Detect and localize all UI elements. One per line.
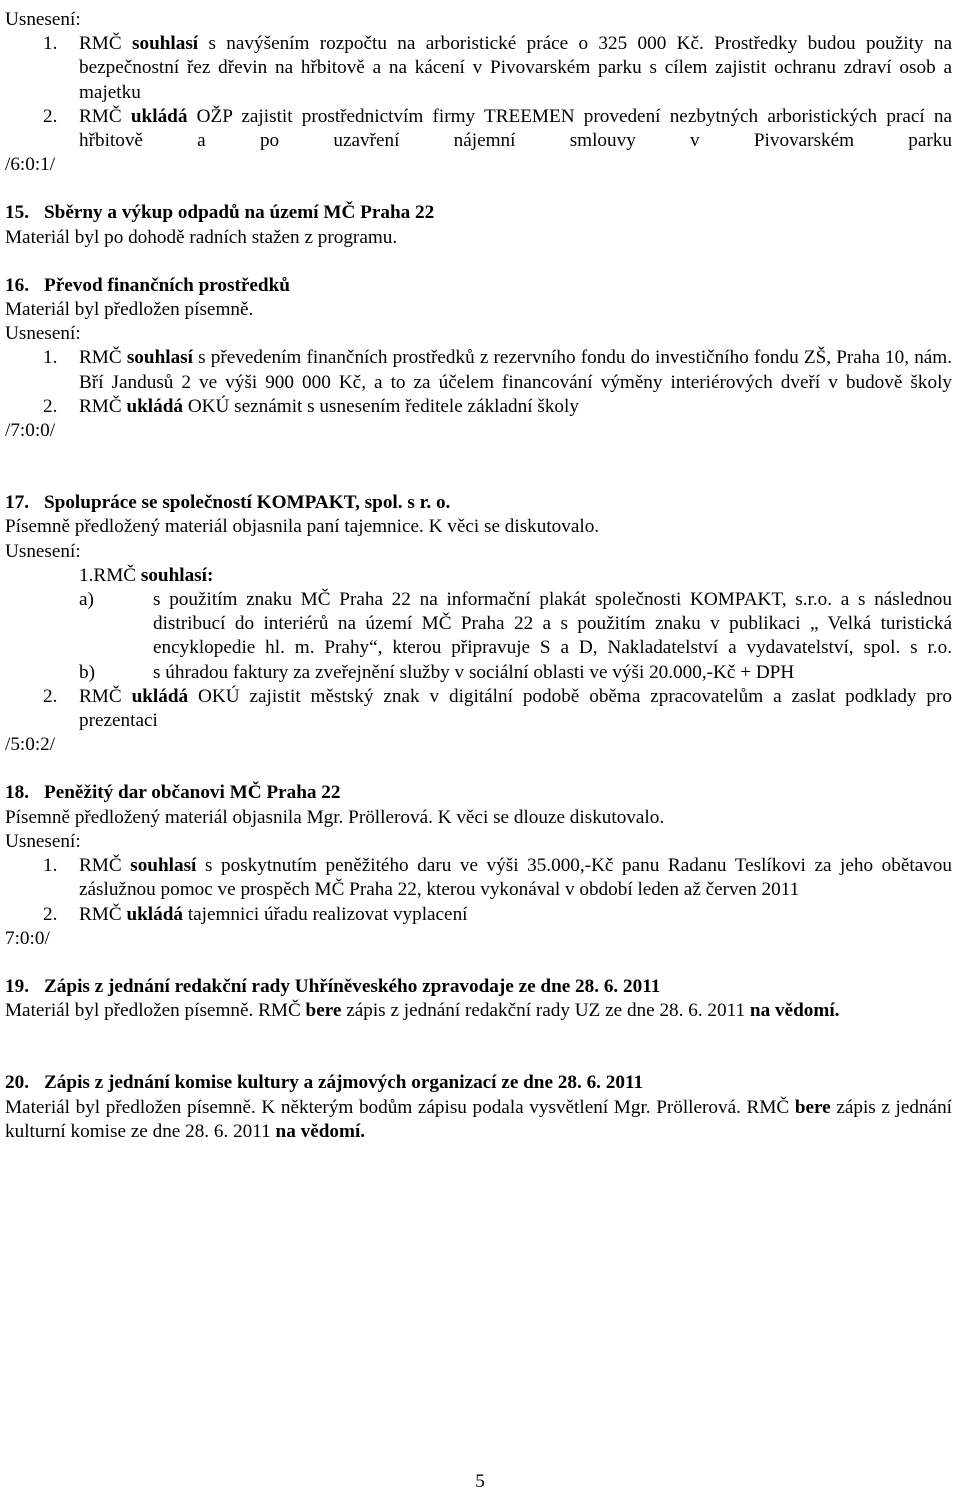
item-verb: ukládá — [126, 903, 184, 925]
vote-result: /5:0:2/ — [5, 734, 56, 756]
item-text: s poskytnutím peněžitého daru ve výši 35.000,-Kč panu Radanu Teslíkovi za jeho obětavou záslužnou pomoc ve prospěch MČ Praha 22, kterou vykonával v období leden až červen 2011 — [79, 855, 952, 901]
text-verb: na vědomí. — [275, 1120, 366, 1142]
section-text: Materiál byl předložen písemně. — [5, 299, 254, 321]
section-heading-16 — [5, 274, 952, 298]
item-subject: RMČ — [79, 347, 122, 369]
item-text: s navýšením rozpočtu na arboristické práce o 325 000 Kč. Prostředky budou použity na bezpečnostní řez dřevin na hřbitově a na kácení v Pivovarském parku s cílem zajistit ochranu zdraví osob a majetku — [79, 33, 952, 103]
item-number: 1. — [43, 347, 58, 369]
text-part: Materiál byl předložen písemně. K některým bodům zápisu podala vysvětlení Mgr. Pröllerová. RMČ — [5, 1096, 790, 1118]
item-text: s převedením finančních prostředků z rezervního fondu do investičního fondu ZŠ, Praha 10, nám. Bří Jandusů 2 ve výši 900 000 Kč, a to za účelem financování výměny interiérových dveří v budově školy — [79, 347, 953, 393]
resolution-label: Usnesení: — [5, 323, 81, 345]
sub-item — [79, 661, 952, 685]
section-text: Materiál byl po dohodě radních stažen z programu. — [5, 226, 398, 248]
item-number: 1. — [43, 33, 58, 55]
section-number: 18. — [5, 782, 29, 804]
spacer — [5, 1023, 952, 1071]
section-title: Převod finančních prostředků — [44, 274, 290, 296]
text-verb: na vědomí. — [749, 1000, 840, 1022]
section-title: Spolupráce se společností KOMPAKT, spol. s r. o. — [44, 492, 451, 514]
section-number: 19. — [5, 975, 29, 997]
resolution-item — [5, 564, 952, 685]
resolution-item — [5, 903, 952, 927]
item-number: 1. — [43, 855, 58, 877]
section-heading-18 — [5, 781, 952, 805]
sub-text: s použitím znaku MČ Praha 22 na informační plakát společnosti KOMPAKT, s.r.o. a s následnou distribucí do interiérů na území MČ Praha 22 a s použitím znaku v publikaci „ Velká turistická encyklopedie hl. m. Prahy“, kterou připravuje S a D, Nakladatelství a vydavatelství, spol. s r.o. — [153, 589, 952, 659]
item-text: tajemnici úřadu realizovat vyplacení — [187, 903, 468, 925]
item-number: 2. — [43, 105, 58, 127]
vote-result: 7:0:0/ — [5, 927, 50, 949]
section-text: Písemně předložený materiál objasnila Mgr. Pröllerová. K věci se dlouze diskutovalo. — [5, 806, 665, 828]
resolution-item — [5, 685, 952, 733]
resolution-item — [5, 395, 952, 419]
item-number: 2. — [43, 395, 58, 417]
item-verb: souhlasí — [132, 33, 199, 55]
section-title: Zápis z jednání komise kultury a zájmových organizací ze dne 28. 6. 2011 — [44, 1072, 644, 1094]
spacer — [5, 757, 952, 781]
page-number: 5 — [475, 1471, 485, 1492]
section-title: Sběrny a výkup odpadů na území MČ Praha 22 — [44, 202, 435, 224]
resolution-list — [5, 854, 952, 927]
section-text — [5, 999, 952, 1023]
item-number: 2. — [43, 685, 58, 707]
item-text: OKÚ seznámit s usnesením ředitele základní školy — [187, 395, 579, 417]
resolution-list — [5, 32, 952, 153]
spacer — [5, 250, 952, 274]
resolution-label: Usnesení: — [5, 830, 81, 852]
spacer — [5, 951, 952, 975]
section-text — [5, 1096, 952, 1144]
item-verb: souhlasí — [130, 855, 197, 877]
item-text: OKÚ zajistit městský znak v digitální podobě oběma zpracovatelům a zaslat podklady pro prezentaci — [79, 685, 952, 732]
sub-letter: a) — [79, 589, 94, 611]
resolution-item — [5, 105, 952, 153]
section-number: 15. — [5, 202, 29, 224]
item-subject: RMČ — [79, 105, 122, 127]
text-verb: bere — [794, 1096, 831, 1118]
resolution-list — [5, 346, 952, 419]
vote-result: /7:0:0/ — [5, 420, 56, 442]
item-subject: RMČ — [79, 855, 122, 877]
sub-letter: b) — [79, 661, 95, 683]
resolution-item — [5, 854, 952, 902]
item-number: 1. — [79, 564, 94, 586]
sub-text: s úhradou faktury za zveřejnění služby v sociální oblasti ve výši 20.000,-Kč + DPH — [153, 661, 795, 683]
sub-list — [79, 588, 952, 685]
item-verb: ukládá — [126, 395, 184, 417]
text-verb: bere — [305, 1000, 342, 1022]
sub-item — [79, 588, 952, 661]
item-subject: RMČ — [79, 395, 122, 417]
spacer — [5, 177, 952, 201]
item-verb: souhlasí: — [140, 564, 214, 586]
item-subject: RMČ — [93, 564, 137, 586]
item-subject: RMČ — [79, 33, 122, 55]
item-subject: RMČ — [79, 685, 122, 707]
section-heading-17 — [5, 491, 952, 515]
section-heading-19 — [5, 975, 952, 999]
item-verb: souhlasí — [126, 347, 193, 369]
resolution-label: Usnesení: — [5, 540, 81, 562]
resolution-item — [5, 32, 952, 105]
text-part: zápis z jednání kulturní komise ze dne 28. 6. 2011 — [5, 1096, 952, 1142]
resolution-label: Usnesení: — [5, 9, 81, 30]
section-heading-15 — [5, 201, 952, 225]
section-number: 16. — [5, 274, 29, 296]
item-verb: ukládá — [131, 685, 189, 707]
section-title: Peněžitý dar občanovi MČ Praha 22 — [44, 782, 341, 804]
item-subject: RMČ — [79, 903, 122, 925]
spacer — [5, 443, 952, 491]
vote-result: /6:0:1/ — [5, 154, 56, 176]
text-part: Materiál byl předložen písemně. RMČ — [5, 1000, 301, 1022]
text-part: zápis z jednání redakční rady UZ ze dne 28. 6. 2011 — [346, 1000, 746, 1022]
section-number: 20. — [5, 1072, 29, 1094]
section-title: Zápis z jednání redakční rady Uhříněveského zpravodaje ze dne 28. 6. 2011 — [44, 975, 661, 997]
resolution-item — [5, 346, 952, 394]
item-text: OŽP zajistit prostřednictvím firmy TREEMEN provedení nezbytných arboristických prací na hřbitově a po uzavření nájemní smlouvy v Pivovarském parku — [79, 105, 953, 152]
section-text: Písemně předložený materiál objasnila paní tajemnice. K věci se diskutovalo. — [5, 516, 600, 538]
item-verb: ukládá — [130, 105, 188, 127]
section-number: 17. — [5, 492, 29, 514]
item-number: 2. — [43, 903, 58, 925]
resolution-list — [5, 564, 952, 733]
section-heading-20 — [5, 1071, 952, 1095]
